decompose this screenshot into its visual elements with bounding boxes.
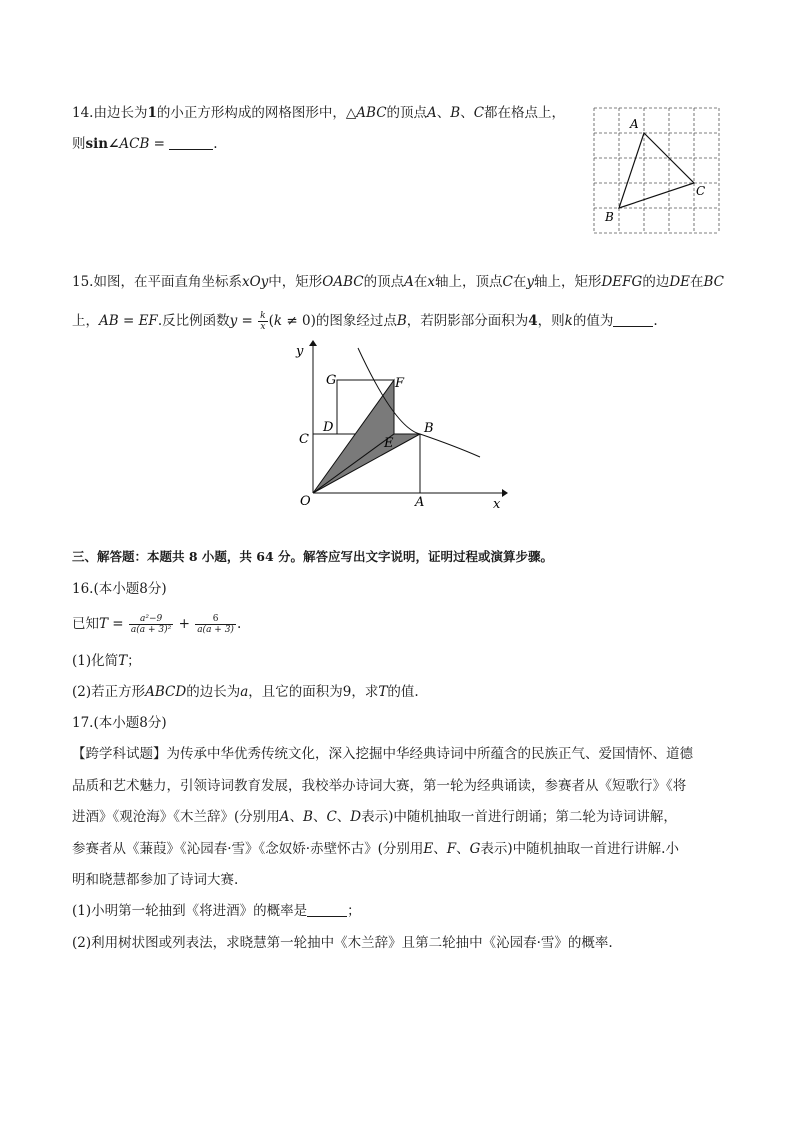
q17-part2: (2)利用树状图或列表法，求晓慧第一轮抽中《木兰辞》且第二轮抽中《沁园春·雪》的概率. bbox=[72, 935, 613, 951]
q14-line1: 14.由边长为1的小正方形构成的网格图形中，△ABC的顶点A、B、C都在格点上， bbox=[72, 105, 566, 121]
q17-heading: 17.(本小题8分) bbox=[72, 715, 167, 731]
shaded-triangle-ofe bbox=[313, 380, 394, 493]
label-b: B bbox=[424, 421, 434, 436]
label-y: y bbox=[296, 344, 304, 359]
label-e: E bbox=[384, 436, 394, 451]
fraction-k-over-x: $\frac{k}{x}$ bbox=[260, 311, 266, 332]
answer-blank-q14[interactable] bbox=[169, 135, 213, 150]
q17-para-line3: 进酒》《观沧海》《木兰辞》(分别用A、B、C、D表示)中随机抽取一首进行朗诵；第二轮为诗词讲解， bbox=[72, 809, 677, 825]
label-f: F bbox=[395, 376, 405, 391]
q15-line2: 上，AB = EF.反比例函数y = $\frac{k}{x}$ (k ≠ 0)的图象经过点B，若阴影部分面积为4，则k的值为 . bbox=[72, 311, 658, 332]
q15-line1: 15.如图，在平面直角坐标系xOy中，矩形OABC的顶点A在x轴上，顶点C在y轴上，矩形DEFG的边DE在BC bbox=[72, 274, 725, 290]
fraction-1: $\frac{\text{a²−9}}{\text{a(a + 3)²}}$ bbox=[130, 614, 172, 635]
y-axis-arrow bbox=[309, 340, 317, 346]
answer-blank-q15[interactable] bbox=[613, 312, 653, 327]
x-axis-arrow bbox=[502, 489, 508, 497]
q16-part2: (2)若正方形ABCD的边长为a，且它的面积为9，求T的值. bbox=[72, 684, 419, 700]
label-g: G bbox=[326, 373, 337, 388]
q15-coordinate-figure bbox=[290, 338, 510, 518]
label-b: B bbox=[605, 210, 614, 224]
q16-heading: 16.(本小题8分) bbox=[72, 581, 167, 597]
q14-number: 14. bbox=[72, 105, 94, 121]
q17-para-line5: 明和晓慧都参加了诗词大赛. bbox=[72, 872, 239, 888]
label-o: O bbox=[300, 494, 311, 509]
answer-blank-q17[interactable] bbox=[307, 902, 347, 917]
section-3-heading: 三、解答题：本题共 8 小题，共 64 分。解答应写出文字说明，证明过程或演算步骤。 bbox=[72, 549, 554, 564]
triangle-abc bbox=[619, 133, 694, 208]
q17-para-line2: 品质和艺术魅力，引领诗词教育发展，我校举办诗词大赛，第一轮为经典诵读，参赛者从《短歌行》《将 bbox=[72, 778, 687, 794]
fraction-2: $\frac{6}{a(a + 3)}$ bbox=[197, 614, 234, 635]
label-c: C bbox=[299, 432, 309, 447]
q16-given: 已知T = $\frac{\text{a²−9}}{\text{a(a + 3)²}}$ + $\frac{6}{a(a + 3)}$ . bbox=[72, 614, 242, 635]
q14-line2: 则sin∠ACB = . bbox=[72, 136, 218, 152]
q17-part1: (1)小明第一轮抽到《将进酒》的概率是 ； bbox=[72, 903, 361, 919]
label-c: C bbox=[696, 184, 706, 198]
label-a: A bbox=[415, 495, 425, 510]
q15-number: 15. bbox=[72, 274, 94, 290]
q17-para-line1: 【跨学科试题】为传承中华优秀传统文化，深入挖掘中华经典诗词中所蕴含的民族正气、爱国情怀、道德 bbox=[72, 746, 693, 762]
q14-grid-figure bbox=[590, 104, 722, 236]
q16-part1: (1)化简T； bbox=[72, 653, 141, 669]
label-d: D bbox=[323, 420, 334, 435]
label-x: x bbox=[493, 497, 501, 512]
label-a: A bbox=[630, 117, 639, 131]
q17-para-line4: 参赛者从《蒹葭》《沁园春·雪》《念奴娇·赤壁怀古》(分别用E、F、G表示)中随机抽取一首进行讲解.小 bbox=[72, 841, 679, 857]
